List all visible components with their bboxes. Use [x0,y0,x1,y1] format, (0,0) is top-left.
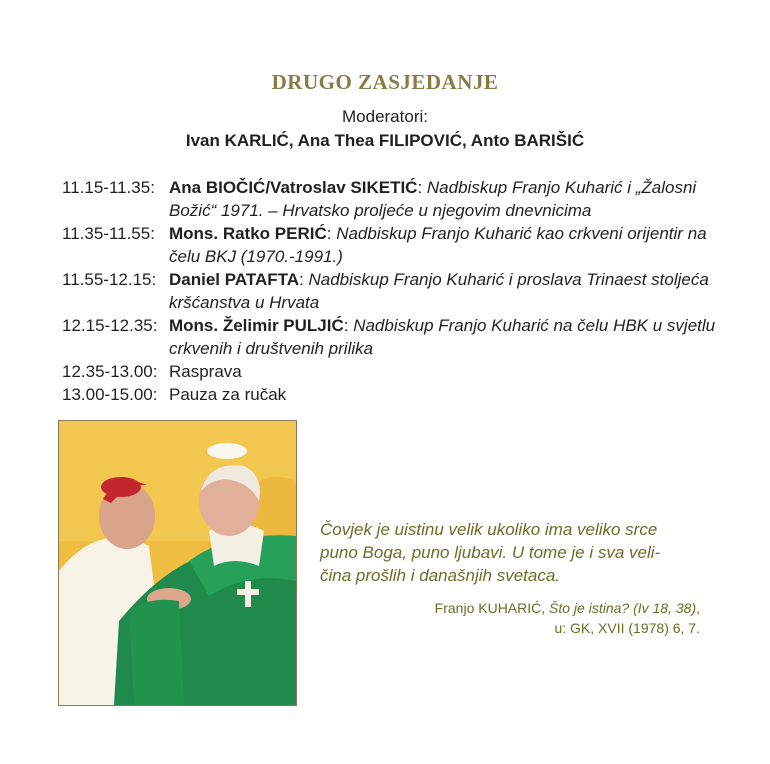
program-row [62,176,742,222]
quote-source [280,598,700,638]
program-description [169,268,742,314]
program-description [169,176,742,222]
quote-citation: u: GK, XVII (1978) 6, 7. [554,620,700,636]
quote-author: Franjo KUHARIĆ, [434,600,550,616]
program-description: Pauza za ručak [169,385,287,404]
program-speaker: Ana BIOČIĆ/Vatroslav SIKETIĆ [169,178,418,197]
program-time: 11.35-11.55: [62,224,155,243]
photo-illustration [59,421,296,705]
program-row [62,383,742,406]
program-speaker: Mons. Želimir PULJIĆ [169,316,344,335]
quote-line: Čovjek je uistinu velik ukoliko ima veliko srce [320,520,658,539]
program-talk-title: Nadbiskup Franjo Kuharić na čelu HBK u svjetlu crkvenih i društvenih prilika [169,316,716,358]
program-time: 11.55-12.15: [62,270,157,289]
program-speaker: Mons. Ratko PERIĆ [169,224,327,243]
program-row [62,222,742,268]
program-talk-title: Nadbiskup Franjo Kuharić kao crkveni orijentir na čelu BKJ (1970.-1991.) [169,224,707,266]
program-time: 13.00-15.00: [62,385,158,404]
program-description [169,222,742,268]
quote-line: čina prošlih i današnjih svetaca. [320,566,561,585]
moderators-label: Moderatori: [342,107,428,126]
program-schedule [62,176,742,406]
quote-text [320,518,710,587]
program-speaker: Daniel PATAFTA [169,270,300,289]
quote-line: puno Boga, puno ljubavi. U tome je i sva veli- [320,543,661,562]
quote-source-line [280,598,700,618]
program-talk-title: Nadbiskup Franjo Kuharić i „Žalosni Božić“ 1971. – Hrvatsko proljeće u njegovim dnevnicima [169,178,697,220]
program-description: Rasprava [169,362,242,381]
program-separator: : [299,270,309,289]
section-title: DRUGO ZASJEDANJE [271,70,499,94]
photo-embrace [58,420,297,706]
program-talk-title: Nadbiskup Franjo Kuharić i proslava Trinaest stoljeća kršćanstva u Hrvata [169,270,709,312]
moderators-names: Ivan KARLIĆ, Ana Thea FILIPOVIĆ, Anto BARIŠIĆ [185,131,585,150]
quote-work: Što je istina? (Iv 18, 38) [549,600,697,616]
program-separator: : [326,224,337,243]
program-time: 12.35-13.00: [62,362,158,381]
program-description [169,314,742,360]
program-row [62,314,742,360]
program-row [62,360,742,383]
program-separator: : [417,178,427,197]
program-time: 11.15-11.35: [62,178,155,197]
quote-work-punct: , [696,600,700,616]
program-separator: : [343,316,354,335]
program-row [62,268,742,314]
program-time: 12.15-12.35: [62,316,158,335]
